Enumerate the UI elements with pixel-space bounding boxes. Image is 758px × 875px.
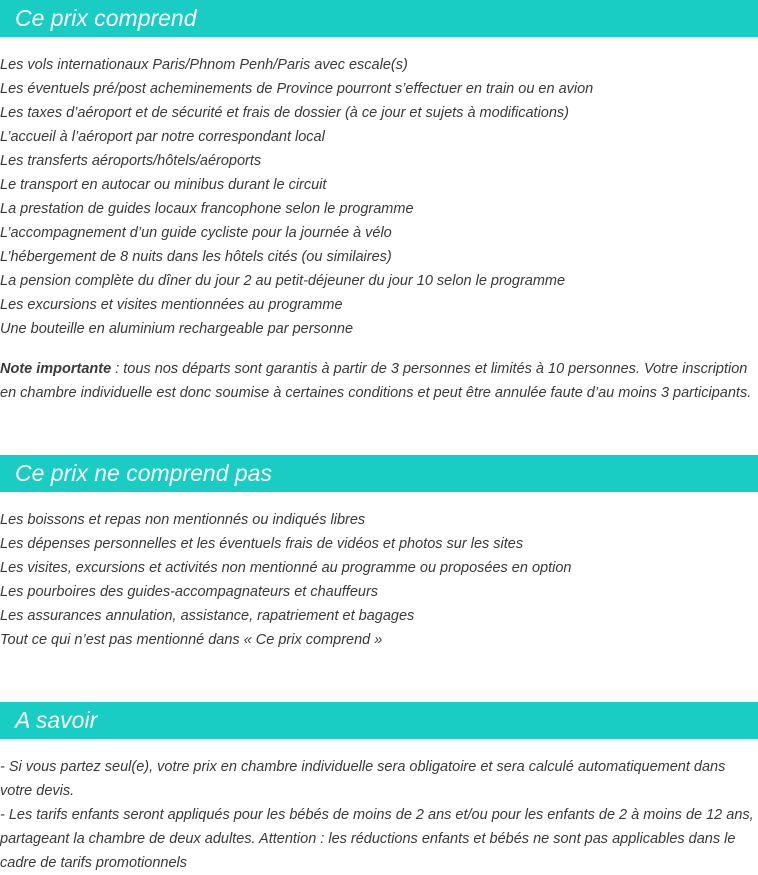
- list-item: Les visites, excursions et activités non mentionné au programme ou proposées en option: [0, 560, 572, 576]
- list-item: L’accueil à l’aéroport par notre correspondant local: [0, 129, 325, 145]
- note-text: : tous nos départs sont garantis à partir de 3 personnes et limités à 10 personnes. Votre inscription en chambre individuelle est donc soumise à certaines conditions et peut être annulée faute d’au moins 3 participants.: [0, 361, 752, 401]
- list-item: Les éventuels pré/post acheminements de Province pourront s’effectuer en train ou en avion: [0, 81, 594, 97]
- included-list: [0, 53, 593, 341]
- list-item: Les excursions et visites mentionnées au programme: [0, 297, 343, 313]
- excluded-list: [0, 508, 571, 652]
- list-item: Les taxes d’aéroport et de sécurité et frais de dossier (à ce jour et sujets à modifications): [0, 105, 570, 121]
- info-paragraph-1: - Si vous partez seul(e), votre prix en chambre individuelle sera obligatoire et sera calculé automatiquement dans votre devis.: [0, 759, 726, 799]
- list-item: L’accompagnement d’un guide cycliste pour la journée à vélo: [0, 225, 392, 241]
- list-item: Tout ce qui n’est pas mentionné dans « Ce prix comprend »: [0, 632, 383, 648]
- list-item: Une bouteille en aluminium rechargeable par personne: [0, 321, 354, 337]
- list-item: Les vols internationaux Paris/Phnom Penh/Paris avec escale(s): [0, 57, 408, 73]
- list-item: Les dépenses personnelles et les éventuels frais de vidéos et photos sur les sites: [0, 536, 524, 552]
- list-item: Les transferts aéroports/hôtels/aéroports: [0, 153, 262, 169]
- section-header-excluded: Ce prix ne comprend pas: [0, 455, 758, 492]
- section-header-info: A savoir: [0, 702, 758, 739]
- list-item: Les pourboires des guides-accompagnateurs et chauffeurs: [0, 584, 379, 600]
- section-header-included: Ce prix comprend: [0, 0, 758, 37]
- important-note: [0, 357, 758, 405]
- list-item: Les assurances annulation, assistance, rapatriement et bagages: [0, 608, 415, 624]
- list-item: Les boissons et repas non mentionnés ou indiqués libres: [0, 512, 366, 528]
- list-item: Le transport en autocar ou minibus durant le circuit: [0, 177, 327, 193]
- note-label: Note importante: [0, 361, 112, 377]
- list-item: La prestation de guides locaux francophone selon le programme: [0, 201, 414, 217]
- list-item: La pension complète du dîner du jour 2 au petit-déjeuner du jour 10 selon le programme: [0, 273, 566, 289]
- list-item: L’hébergement de 8 nuits dans les hôtels cités (ou similaires): [0, 249, 392, 265]
- info-paragraph-2: - Les tarifs enfants seront appliqués pour les bébés de moins de 2 ans et/ou pour les enfants de 2 à moins de 12 ans, partageant la chambre de deux adultes. Attention : les réductions enfants et bébés ne sont pas applicables dans le cadre de tarifs promotionnels: [0, 807, 754, 871]
